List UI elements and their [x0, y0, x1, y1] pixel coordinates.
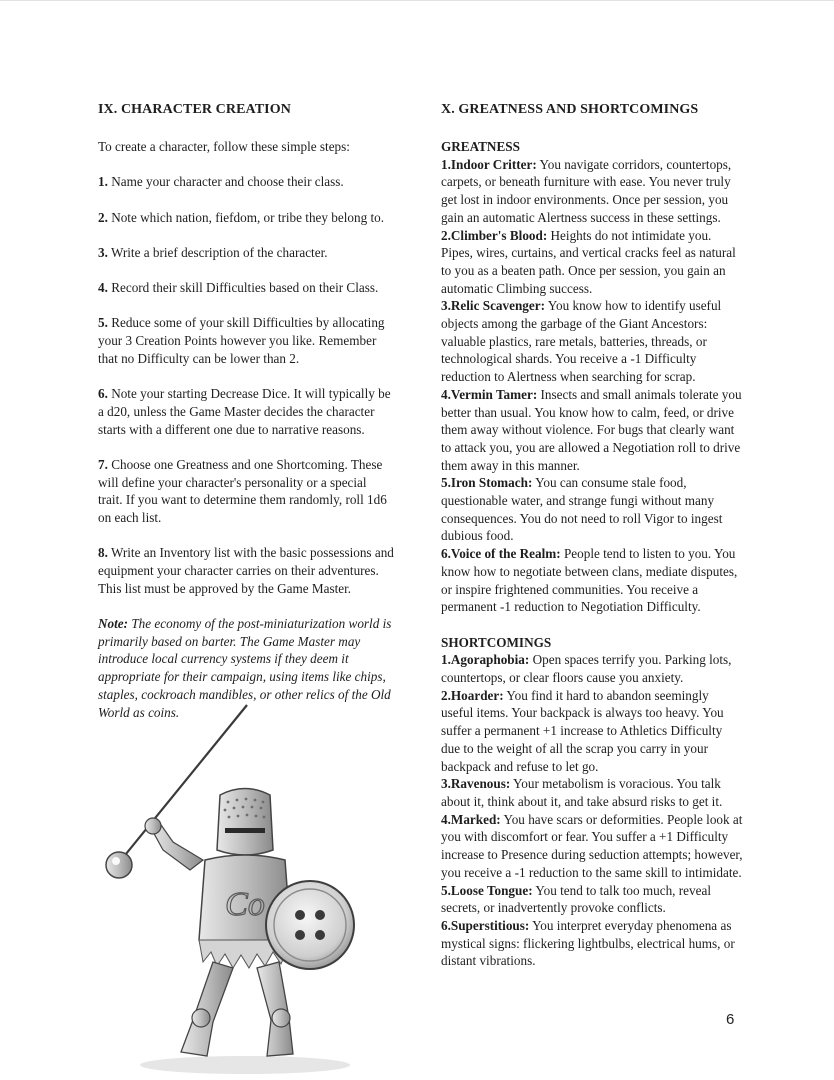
creation-step [98, 544, 394, 597]
shortcomings-heading: SHORTCOMINGS [441, 634, 552, 650]
entry-text: Heights do not intimidate you. Pipes, wires, curtains, and vertical cracks feel as natural to you as a beaten path. Once per session, you gain an automatic Climbing success. [441, 227, 736, 296]
greatness-entry [441, 474, 743, 545]
entry-term: 3.Relic Scavenger: [441, 298, 545, 314]
greatness-entry [441, 227, 743, 298]
creation-step [98, 244, 394, 262]
step-number: 6. [98, 386, 108, 402]
creation-step [98, 173, 394, 191]
shortcoming-entry [441, 687, 743, 776]
character-creation-column [98, 97, 394, 721]
section-title-greatness-shortcomings: X. GREATNESS AND SHORTCOMINGS [441, 102, 699, 117]
entry-term: 5.Iron Stomach: [441, 475, 533, 491]
creation-step [98, 314, 394, 367]
entry-text: Your metabolism is voracious. You talk about it, think about it, and take absurd risks to get it. [441, 776, 723, 809]
entry-term: 1.Indoor Critter: [441, 156, 537, 172]
entry-term: 4.Marked: [441, 811, 501, 827]
shortcoming-entry [441, 917, 743, 970]
step-text: Note which nation, fiefdom, or tribe they belong to. [107, 209, 385, 225]
entry-text: You navigate corridors, countertops, carpets, or beneath furniture with ease. You never truly get lost in indoor environments. Once per session, you gain an automatic Alertness success in these settings. [441, 156, 732, 225]
creation-step [98, 456, 394, 527]
entry-text: You interpret everyday phenomena as mystical signs: flickering lightbulbs, electrical hums, or distant vibrations. [441, 917, 735, 969]
entry-text: You know how to identify useful objects among the garbage of the Giant Ancestors: valuable plastics, rare metals, batteries, threads, or technological shards. You receive a -1 Difficulty reduction to Alertness when searching for scrap. [441, 298, 722, 385]
knight-illustration [95, 700, 365, 1080]
entry-term: 2.Hoarder: [441, 687, 504, 703]
shortcoming-entry [441, 651, 743, 686]
entry-text: You find it hard to abandon seemingly useful items. Your backpack is always too heavy. You suffer a permanent +1 increase to Athletics Difficulty due to the weight of all the scrap you carry in your backpack and refuse to let go. [441, 687, 724, 774]
section-title-character-creation: IX. CHARACTER CREATION [98, 102, 291, 117]
torso-lettering: Co [225, 886, 265, 923]
step-number: 7. [98, 456, 108, 472]
step-number: 8. [98, 545, 108, 561]
creation-step [98, 279, 394, 297]
greatness-entry [441, 386, 743, 475]
step-text: Name your character and choose their class. [107, 174, 344, 190]
entry-text: Open spaces terrify you. Parking lots, countertops, or clear floors cause you anxiety. [441, 652, 732, 686]
step-text: Record their skill Difficulties based on their Class. [107, 280, 379, 296]
step-number: 1. [98, 174, 108, 190]
intro-text: To create a character, follow these simple steps: [98, 139, 350, 154]
page-top-border [0, 0, 834, 1]
shortcoming-entry [441, 775, 743, 810]
entry-text: You have scars or deformities. People look at you with discomfort or fear. You suffer a +1 Difficulty increase to Presence during seduction attempts; however, you receive a -1 reduction to the same skill to intimidate. [441, 811, 743, 880]
entry-text: You tend to talk too much, reveal secrets, or inadvertently provoke conflicts. [441, 882, 711, 916]
note-label: Note: [98, 616, 129, 631]
page-number: 6 [726, 1011, 735, 1028]
greatness-entry [441, 545, 743, 616]
greatness-entry [441, 156, 743, 227]
greatness-entry [441, 297, 743, 386]
step-text: Write an Inventory list with the basic possessions and equipment your character carries on their adventures. This list must be approved by the Game Master. [98, 545, 394, 596]
entry-text: You can consume stale food, questionable water, and strange fungi without many consequences. You do not need to roll Vigor to ingest dubious food. [441, 475, 723, 544]
entry-text: Insects and small animals tolerate you better than usual. You know how to calm, feed, or drive them away without violence. For bugs that clearly want to attack you, you are allowed a Negotiation roll to drive them away in this manner. [441, 386, 742, 473]
entry-term: 6.Voice of the Realm: [441, 546, 561, 562]
greatness-heading: GREATNESS [441, 139, 520, 154]
greatness-shortcomings-column [441, 97, 743, 970]
entry-text: People tend to listen to you. You know how to negotiate between clans, mediate disputes, or inspire frightened communities. You receive a permanent -1 reduction to Negotiation Difficulty. [441, 546, 738, 615]
step-number: 5. [98, 315, 108, 331]
step-number: 3. [98, 244, 108, 260]
entry-term: 5.Loose Tongue: [441, 882, 533, 898]
entry-term: 6.Superstitious: [441, 917, 530, 933]
step-text: Reduce some of your skill Difficulties by allocating your 3 Creation Points however you like. Remember that no Difficulty can be lower than 2. [98, 315, 385, 366]
note-text: The economy of the post-miniaturization world is primarily based on barter. The Game Master may introduce local currency systems if they deem it appropriate for their campaign, using items like chips, staples, cockroach mandibles, or other relics of the Old World as coins. [98, 616, 392, 720]
shortcoming-entry [441, 811, 743, 882]
entry-term: 2.Climber's Blood: [441, 227, 548, 243]
entry-term: 1.Agoraphobia: [441, 652, 530, 668]
entry-term: 4.Vermin Tamer: [441, 386, 538, 402]
entry-term: 3.Ravenous: [441, 776, 511, 792]
creation-step [98, 385, 394, 438]
step-text: Choose one Greatness and one Shortcoming. These will define your character's personality or a special trait. If you want to determine them randomly, roll 1d6 on each list. [98, 456, 387, 525]
step-number: 4. [98, 280, 108, 296]
creation-step [98, 209, 394, 227]
step-number: 2. [98, 209, 108, 225]
shortcoming-entry [441, 882, 743, 917]
step-text: Note your starting Decrease Dice. It will typically be a d20, unless the Game Master decides the character starts with a different one due to narrative reasons. [98, 386, 391, 437]
step-text: Write a brief description of the character. [107, 244, 328, 260]
